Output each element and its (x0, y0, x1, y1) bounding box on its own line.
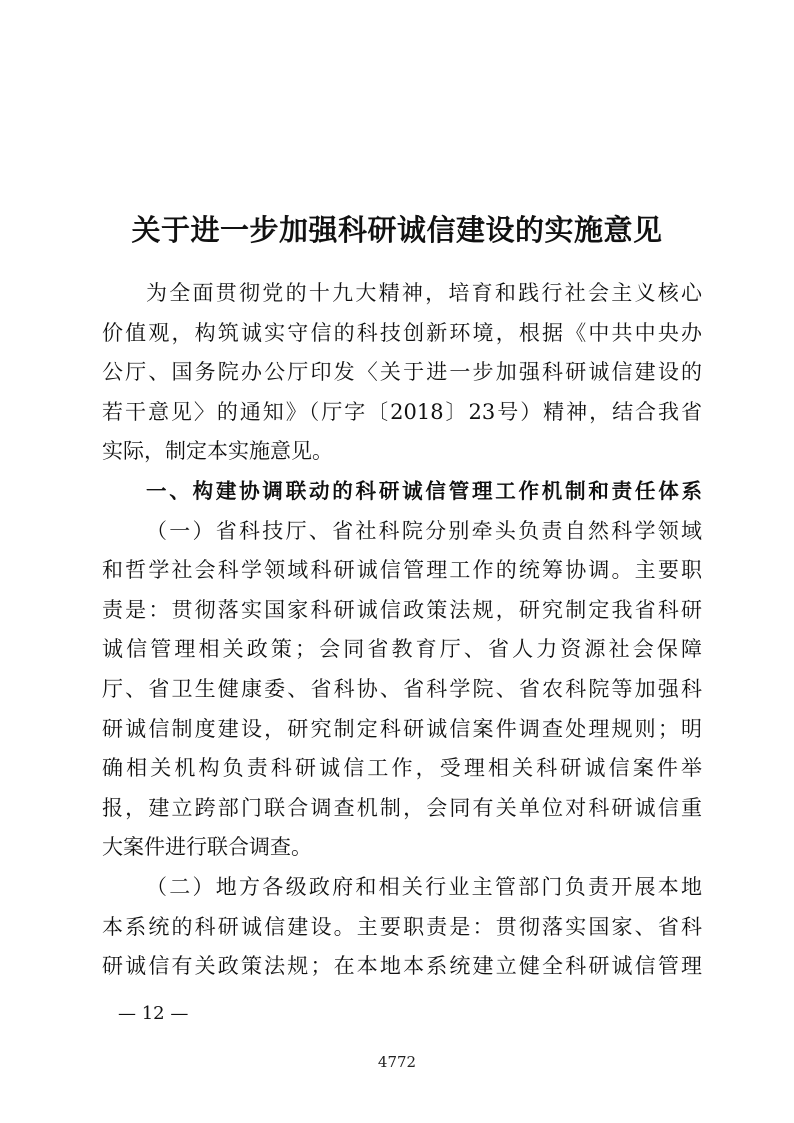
body-line: 公厅、国务院办公厅印发〈关于进一步加强科研诚信建设的 (102, 360, 702, 385)
page-number: — 12 — (118, 1003, 189, 1024)
body-line: 诚信管理相关政策；会同省教育厅、省人力资源社会保障 (102, 637, 702, 662)
body-line: 责是：贯彻落实国家科研诚信政策法规，研究制定我省科研 (102, 597, 702, 622)
body-line: 研诚信制度建设，研究制定科研诚信案件调查处理规则；明 (102, 716, 702, 741)
body-line: 为全面贯彻党的十九大精神，培育和践行社会主义核心 (146, 281, 702, 305)
body-line: （二）地方各级政府和相关行业主管部门负责开展本地 (146, 874, 702, 899)
section-heading: 一、构建协调联动的科研诚信管理工作机制和责任体系 (146, 478, 702, 503)
body-line: 实际，制定本实施意见。 (102, 439, 333, 464)
body-line: 本系统的科研诚信建设。主要职责是：贯彻落实国家、省科 (102, 914, 702, 939)
body-line: 厅、省卫生健康委、省科协、省科学院、省农科院等加强科 (102, 676, 702, 701)
body-line: 研诚信有关政策法规；在本地本系统建立健全科研诚信管理 (102, 954, 702, 979)
body-line: 大案件进行联合调查。 (102, 835, 312, 860)
body-line: 价值观，构筑诚实守信的科技创新环境，根据《中共中央办 (102, 320, 702, 345)
body-line: 若干意见〉的通知》（厅字〔2018〕23号）精神，结合我省 (102, 399, 702, 424)
document-body (102, 274, 702, 987)
body-line: 和哲学社会科学领域科研诚信管理工作的统筹协调。主要职 (102, 558, 702, 583)
body-line: 确相关机构负责科研诚信工作，受理相关科研诚信案件举 (102, 756, 702, 781)
body-line: 报，建立跨部门联合调查机制，会同有关单位对科研诚信重 (102, 795, 702, 820)
document-title: 关于进一步加强科研诚信建设的实施意见 (131, 213, 663, 247)
stamp-number: 4772 (377, 1053, 417, 1071)
body-line: （一）省科技厅、省社科院分别牵头负责自然科学领域 (146, 518, 702, 543)
